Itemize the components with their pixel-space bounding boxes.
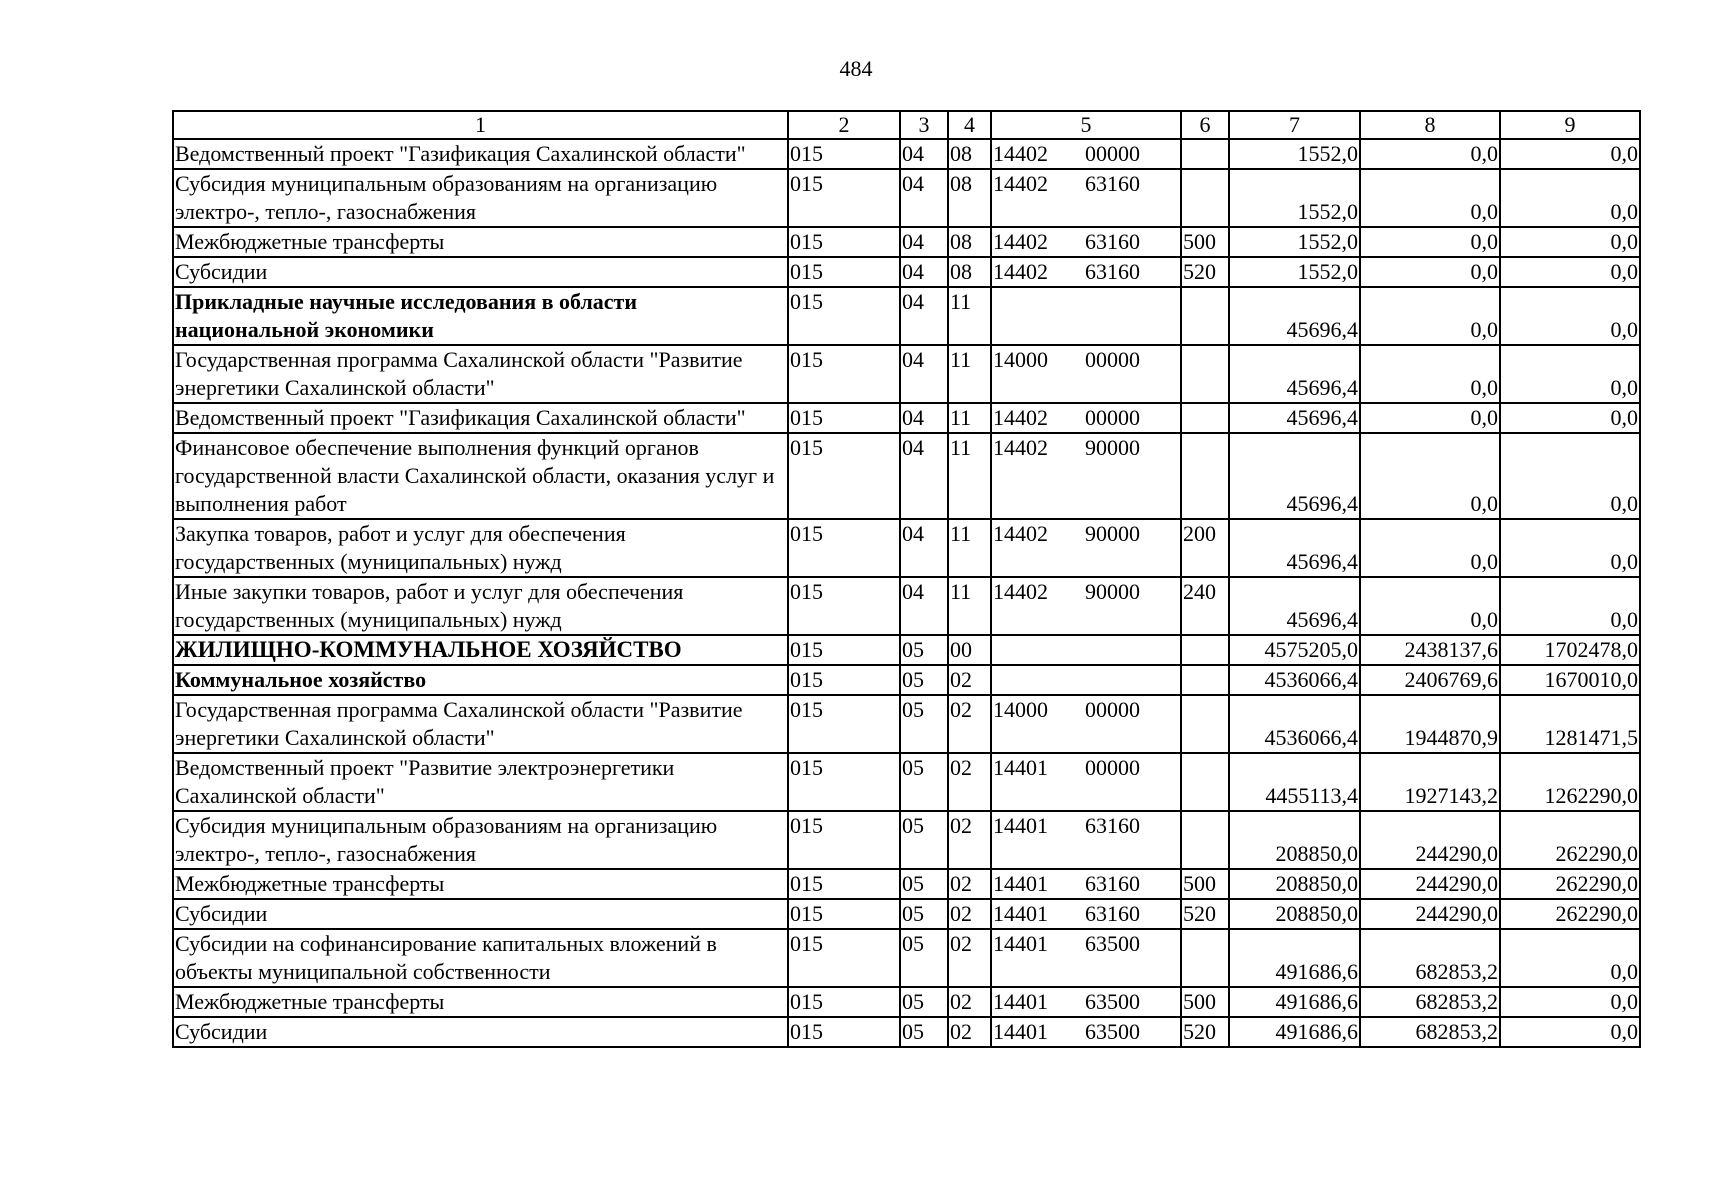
ministry-code: 015 — [788, 433, 900, 519]
target-article-code — [991, 169, 1181, 227]
expense-type-code: 500 — [1181, 987, 1229, 1017]
program-code: 14402 — [993, 229, 1048, 254]
row-name: ЖИЛИЩНО-КОММУНАЛЬНОЕ ХОЗЯЙСТВО — [173, 635, 788, 665]
program-code: 14401 — [993, 871, 1048, 896]
header-col-4: 4 — [948, 111, 991, 139]
row-name: Субсидия муниципальным образованиям на организацию электро-, тепло-, газоснабжения — [173, 169, 788, 227]
table-row — [173, 1017, 1640, 1047]
target-article-code — [991, 403, 1181, 433]
subsection-code: 08 — [948, 227, 991, 257]
ministry-code: 015 — [788, 929, 900, 987]
ministry-code: 015 — [788, 987, 900, 1017]
direction-code: 63160 — [1085, 871, 1140, 896]
amount-col-8: 0,0 — [1360, 433, 1500, 519]
subsection-code: 11 — [948, 287, 991, 345]
amount-col-8: 0,0 — [1360, 577, 1500, 635]
direction-code: 63500 — [1085, 1019, 1140, 1044]
ministry-code: 015 — [788, 869, 900, 899]
table-row — [173, 695, 1640, 753]
row-name: Ведомственный проект "Газификация Сахалинской области" — [173, 139, 788, 169]
amount-col-7: 45696,4 — [1229, 519, 1360, 577]
table-row — [173, 869, 1640, 899]
amount-col-9: 0,0 — [1500, 257, 1640, 287]
page-number: 484 — [839, 56, 873, 81]
amount-col-7: 45696,4 — [1229, 345, 1360, 403]
program-code: 14402 — [993, 579, 1048, 604]
subsection-code: 02 — [948, 695, 991, 753]
header-col-6: 6 — [1181, 111, 1229, 139]
amount-col-7: 208850,0 — [1229, 899, 1360, 929]
direction-code: 90000 — [1085, 521, 1140, 546]
subsection-code: 02 — [948, 929, 991, 987]
table-row — [173, 519, 1640, 577]
amount-col-7: 1552,0 — [1229, 139, 1360, 169]
program-code: 14000 — [993, 697, 1048, 722]
table-row — [173, 811, 1640, 869]
program-code: 14401 — [993, 813, 1048, 838]
amount-col-7: 4536066,4 — [1229, 665, 1360, 695]
amount-col-9: 0,0 — [1500, 577, 1640, 635]
expense-type-code: 520 — [1181, 899, 1229, 929]
target-article-code — [991, 287, 1181, 345]
amount-col-7: 45696,4 — [1229, 577, 1360, 635]
expense-type-code — [1181, 665, 1229, 695]
ministry-code: 015 — [788, 287, 900, 345]
expense-type-code: 500 — [1181, 227, 1229, 257]
section-code: 04 — [900, 169, 948, 227]
table-row — [173, 257, 1640, 287]
amount-col-9: 1281471,5 — [1500, 695, 1640, 753]
ministry-code: 015 — [788, 345, 900, 403]
amount-col-7: 4575205,0 — [1229, 635, 1360, 665]
target-article-code — [991, 1017, 1181, 1047]
target-article-code — [991, 753, 1181, 811]
ministry-code: 015 — [788, 695, 900, 753]
section-code: 04 — [900, 257, 948, 287]
amount-col-9: 1670010,0 — [1500, 665, 1640, 695]
section-code: 04 — [900, 139, 948, 169]
direction-code: 00000 — [1085, 697, 1140, 722]
amount-col-8: 2438137,6 — [1360, 635, 1500, 665]
row-name: Межбюджетные трансферты — [173, 227, 788, 257]
amount-col-9: 0,0 — [1500, 345, 1640, 403]
amount-col-9: 0,0 — [1500, 139, 1640, 169]
ministry-code: 015 — [788, 635, 900, 665]
section-code: 04 — [900, 287, 948, 345]
direction-code: 63160 — [1085, 171, 1140, 196]
direction-code: 63500 — [1085, 931, 1140, 956]
amount-col-7: 1552,0 — [1229, 227, 1360, 257]
row-name: Финансовое обеспечение выполнения функций органов государственной власти Сахалинской области, оказания услуг и выполнения работ — [173, 433, 788, 519]
amount-col-8: 682853,2 — [1360, 929, 1500, 987]
subsection-code: 02 — [948, 665, 991, 695]
subsection-code: 11 — [948, 577, 991, 635]
header-col-2: 2 — [788, 111, 900, 139]
header-row — [173, 111, 1640, 139]
amount-col-9: 262290,0 — [1500, 811, 1640, 869]
amount-col-7: 4536066,4 — [1229, 695, 1360, 753]
subsection-code: 00 — [948, 635, 991, 665]
amount-col-8: 682853,2 — [1360, 1017, 1500, 1047]
target-article-code — [991, 665, 1181, 695]
expense-type-code — [1181, 345, 1229, 403]
section-code: 05 — [900, 929, 948, 987]
program-code: 14401 — [993, 755, 1048, 780]
program-code: 14402 — [993, 171, 1048, 196]
section-code: 05 — [900, 869, 948, 899]
subsection-code: 08 — [948, 257, 991, 287]
subsection-code: 02 — [948, 811, 991, 869]
section-code: 04 — [900, 345, 948, 403]
program-code: 14401 — [993, 931, 1048, 956]
expense-type-code: 520 — [1181, 1017, 1229, 1047]
row-name: Ведомственный проект "Развитие электроэнергетики Сахалинской области" — [173, 753, 788, 811]
ministry-code: 015 — [788, 665, 900, 695]
subsection-code: 02 — [948, 1017, 991, 1047]
direction-code: 00000 — [1085, 755, 1140, 780]
ministry-code: 015 — [788, 257, 900, 287]
program-code: 14402 — [993, 435, 1048, 460]
amount-col-7: 45696,4 — [1229, 403, 1360, 433]
subsection-code: 02 — [948, 869, 991, 899]
row-name: Иные закупки товаров, работ и услуг для обеспечения государственных (муниципальных) нужд — [173, 577, 788, 635]
section-code: 04 — [900, 519, 948, 577]
direction-code: 00000 — [1085, 405, 1140, 430]
direction-code: 90000 — [1085, 435, 1140, 460]
row-name: Коммунальное хозяйство — [173, 665, 788, 695]
section-code: 05 — [900, 987, 948, 1017]
row-name: Государственная программа Сахалинской области "Развитие энергетики Сахалинской области" — [173, 345, 788, 403]
amount-col-8: 0,0 — [1360, 345, 1500, 403]
program-code: 14402 — [993, 521, 1048, 546]
amount-col-7: 208850,0 — [1229, 869, 1360, 899]
amount-col-8: 0,0 — [1360, 403, 1500, 433]
section-code: 05 — [900, 753, 948, 811]
row-name: Субсидии на софинансирование капитальных вложений в объекты муниципальной собственности — [173, 929, 788, 987]
subsection-code: 11 — [948, 403, 991, 433]
row-name: Прикладные научные исследования в области национальной экономики — [173, 287, 788, 345]
section-code: 05 — [900, 899, 948, 929]
table-row — [173, 169, 1640, 227]
program-code: 14401 — [993, 901, 1048, 926]
header-col-1: 1 — [173, 111, 788, 139]
expense-type-code — [1181, 811, 1229, 869]
expense-type-code — [1181, 433, 1229, 519]
expense-type-code — [1181, 929, 1229, 987]
direction-code: 90000 — [1085, 579, 1140, 604]
budget-table — [172, 110, 1641, 1048]
table-row — [173, 635, 1640, 665]
target-article-code — [991, 257, 1181, 287]
target-article-code — [991, 869, 1181, 899]
expense-type-code: 500 — [1181, 869, 1229, 899]
ministry-code: 015 — [788, 577, 900, 635]
expense-type-code — [1181, 635, 1229, 665]
amount-col-8: 1944870,9 — [1360, 695, 1500, 753]
amount-col-8: 1927143,2 — [1360, 753, 1500, 811]
header-col-5: 5 — [991, 111, 1181, 139]
subsection-code: 02 — [948, 987, 991, 1017]
row-name: Межбюджетные трансферты — [173, 869, 788, 899]
header-col-9: 9 — [1500, 111, 1640, 139]
amount-col-7: 45696,4 — [1229, 433, 1360, 519]
section-code: 05 — [900, 665, 948, 695]
direction-code: 63160 — [1085, 901, 1140, 926]
header-col-8: 8 — [1360, 111, 1500, 139]
target-article-code — [991, 227, 1181, 257]
ministry-code: 015 — [788, 1017, 900, 1047]
table-row — [173, 227, 1640, 257]
program-code: 14402 — [993, 141, 1048, 166]
direction-code: 63160 — [1085, 229, 1140, 254]
amount-col-7: 491686,6 — [1229, 987, 1360, 1017]
amount-col-9: 0,0 — [1500, 929, 1640, 987]
section-code: 05 — [900, 635, 948, 665]
ministry-code: 015 — [788, 139, 900, 169]
section-code: 05 — [900, 1017, 948, 1047]
target-article-code — [991, 433, 1181, 519]
amount-col-9: 1262290,0 — [1500, 753, 1640, 811]
target-article-code — [991, 929, 1181, 987]
subsection-code: 11 — [948, 433, 991, 519]
row-name: Ведомственный проект "Газификация Сахалинской области" — [173, 403, 788, 433]
amount-col-8: 0,0 — [1360, 139, 1500, 169]
row-name: Субсидии — [173, 899, 788, 929]
section-code: 04 — [900, 577, 948, 635]
amount-col-8: 682853,2 — [1360, 987, 1500, 1017]
ministry-code: 015 — [788, 169, 900, 227]
expense-type-code — [1181, 287, 1229, 345]
table-row — [173, 403, 1640, 433]
expense-type-code — [1181, 753, 1229, 811]
amount-col-7: 4455113,4 — [1229, 753, 1360, 811]
amount-col-9: 262290,0 — [1500, 869, 1640, 899]
amount-col-8: 244290,0 — [1360, 899, 1500, 929]
amount-col-9: 0,0 — [1500, 987, 1640, 1017]
direction-code: 00000 — [1085, 347, 1140, 372]
amount-col-8: 0,0 — [1360, 227, 1500, 257]
expense-type-code: 240 — [1181, 577, 1229, 635]
table-row — [173, 929, 1640, 987]
target-article-code — [991, 695, 1181, 753]
program-code: 14401 — [993, 989, 1048, 1014]
ministry-code: 015 — [788, 753, 900, 811]
target-article-code — [991, 987, 1181, 1017]
amount-col-9: 0,0 — [1500, 227, 1640, 257]
program-code: 14401 — [993, 1019, 1048, 1044]
amount-col-7: 491686,6 — [1229, 1017, 1360, 1047]
row-name: Субсидия муниципальным образованиям на организацию электро-, тепло-, газоснабжения — [173, 811, 788, 869]
table-row — [173, 665, 1640, 695]
amount-col-7: 1552,0 — [1229, 169, 1360, 227]
target-article-code — [991, 519, 1181, 577]
direction-code: 63160 — [1085, 259, 1140, 284]
table-row — [173, 577, 1640, 635]
subsection-code: 02 — [948, 899, 991, 929]
table-row — [173, 753, 1640, 811]
table-row — [173, 433, 1640, 519]
amount-col-7: 491686,6 — [1229, 929, 1360, 987]
header-col-3: 3 — [900, 111, 948, 139]
program-code: 14000 — [993, 347, 1048, 372]
section-code: 04 — [900, 227, 948, 257]
ministry-code: 015 — [788, 403, 900, 433]
section-code: 04 — [900, 403, 948, 433]
ministry-code: 015 — [788, 227, 900, 257]
amount-col-8: 0,0 — [1360, 519, 1500, 577]
amount-col-8: 2406769,6 — [1360, 665, 1500, 695]
expense-type-code — [1181, 139, 1229, 169]
section-code: 05 — [900, 811, 948, 869]
direction-code: 63500 — [1085, 989, 1140, 1014]
target-article-code — [991, 139, 1181, 169]
ministry-code: 015 — [788, 811, 900, 869]
amount-col-8: 244290,0 — [1360, 811, 1500, 869]
table-row — [173, 345, 1640, 403]
row-name: Субсидии — [173, 257, 788, 287]
subsection-code: 08 — [948, 169, 991, 227]
program-code: 14402 — [993, 405, 1048, 430]
amount-col-8: 244290,0 — [1360, 869, 1500, 899]
target-article-code — [991, 577, 1181, 635]
row-name: Межбюджетные трансферты — [173, 987, 788, 1017]
target-article-code — [991, 811, 1181, 869]
target-article-code — [991, 635, 1181, 665]
expense-type-code — [1181, 169, 1229, 227]
direction-code: 63160 — [1085, 813, 1140, 838]
section-code: 05 — [900, 695, 948, 753]
target-article-code — [991, 899, 1181, 929]
amount-col-7: 45696,4 — [1229, 287, 1360, 345]
expense-type-code — [1181, 695, 1229, 753]
expense-type-code — [1181, 403, 1229, 433]
table-row — [173, 139, 1640, 169]
table-row — [173, 899, 1640, 929]
row-name: Субсидии — [173, 1017, 788, 1047]
amount-col-9: 0,0 — [1500, 403, 1640, 433]
target-article-code — [991, 345, 1181, 403]
amount-col-7: 208850,0 — [1229, 811, 1360, 869]
amount-col-9: 0,0 — [1500, 169, 1640, 227]
amount-col-9: 0,0 — [1500, 287, 1640, 345]
amount-col-9: 0,0 — [1500, 433, 1640, 519]
amount-col-8: 0,0 — [1360, 169, 1500, 227]
amount-col-9: 0,0 — [1500, 1017, 1640, 1047]
subsection-code: 11 — [948, 519, 991, 577]
amount-col-9: 262290,0 — [1500, 899, 1640, 929]
amount-col-9: 0,0 — [1500, 519, 1640, 577]
expense-type-code: 200 — [1181, 519, 1229, 577]
table-row — [173, 287, 1640, 345]
expense-type-code: 520 — [1181, 257, 1229, 287]
direction-code: 00000 — [1085, 141, 1140, 166]
amount-col-9: 1702478,0 — [1500, 635, 1640, 665]
row-name: Государственная программа Сахалинской области "Развитие энергетики Сахалинской области" — [173, 695, 788, 753]
ministry-code: 015 — [788, 899, 900, 929]
subsection-code: 02 — [948, 753, 991, 811]
subsection-code: 08 — [948, 139, 991, 169]
amount-col-8: 0,0 — [1360, 257, 1500, 287]
program-code: 14402 — [993, 259, 1048, 284]
header-col-7: 7 — [1229, 111, 1360, 139]
ministry-code: 015 — [788, 519, 900, 577]
subsection-code: 11 — [948, 345, 991, 403]
amount-col-8: 0,0 — [1360, 287, 1500, 345]
section-code: 04 — [900, 433, 948, 519]
table-row — [173, 987, 1640, 1017]
row-name: Закупка товаров, работ и услуг для обеспечения государственных (муниципальных) нужд — [173, 519, 788, 577]
amount-col-7: 1552,0 — [1229, 257, 1360, 287]
